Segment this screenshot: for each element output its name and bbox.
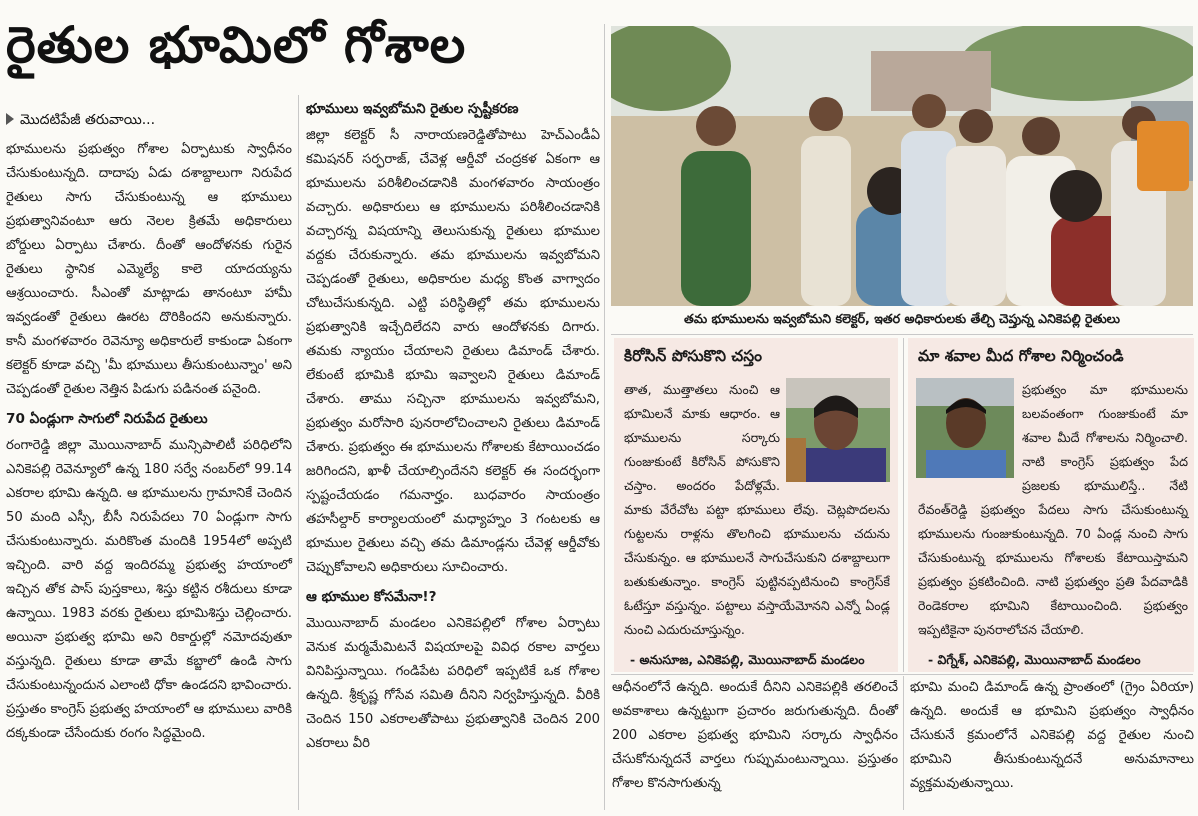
- column-1: [6, 138, 292, 746]
- headline: రైతుల భూమిలో గోశాల: [6, 16, 467, 74]
- column-3-bottom: [612, 676, 898, 796]
- caption-divider: [611, 334, 1193, 335]
- col1-subhead: 70 ఏండ్లుగా సాగులో నిరుపేద రైతులు: [6, 411, 208, 427]
- col2-paragraph-1: జిల్లా కలెక్టర్ సీ నారాయణరెడ్డితోపాటు హెచ్ఎండీఏ కమిషనర్ సర్ఫరాజ్, చేవెళ్ల ఆర్డీవో చంద్రకళ ఏకంగా ఆ భూములను పరిశీలించడానికి మంగళవారం సాయంత్రం వచ్చారు. అధికారులు ఆ భూములను పరిశీలించడానికి వచ్చారన్న విషయాన్ని తెలుసుకున్న రైతులు భూముల వద్దకు చేరుకున్నారు. తమ భూములను ఇవ్వబోమని చెప్పడంతో రైతులు, అధికారుల మధ్య కొంత వాగ్వాదం చోటుచేసుకున్నది. ఎట్టి పరిస్థితిల్లో తమ భూములను ప్రభుత్వానికి ఇచ్చేదిలేదని వారు ఆందోళనకు దిగారు. తమకు న్యాయం చేయాలని రైతులు డిమాండ్ చేశారు. లేకుంటే భూమికి భూమి ఇవ్వాలని రైతులు డిమాండ్ చేశారు. తాము సచ్చినా భూములను ఇవ్వబోమని, ప్రభుత్వం మరోసారి పునరాలోచించాలని రైతులు డిమాండ్ చేశారు. ప్రభుత్వం ఈ భూములను గోశాలకు కేటాయించడం జరిగిందని, ఖాళీ చేయాల్సిందేనని కలెక్టర్ ఈ సందర్భంగా స్పష్టంచేయడం గమనార్హం. బుధవారం సాయంత్రం తహసీల్దార్ కార్యాలయంలో మధ్యాహ్నం 3 గంటలకు ఆ భూముల రైతులు వచ్చి తమ డిమాండ్లను చేవెళ్ల ఆర్డీవోకు చెప్పుకోవాలని అధికారులు సూచించారు.: [306, 128, 600, 575]
- quote-box-2-text-wrap: [918, 378, 1188, 642]
- column-divider-3: [903, 676, 904, 810]
- box-divider: [903, 338, 904, 672]
- photo-caption: తమ భూములను ఇవ్వబోమని కలెక్టర్, ఇతర అధికారులకు తేల్చి చెప్తున్న ఎనికెపల్లి రైతులు: [684, 311, 1120, 326]
- quote-box-1-title: కిరోసిన్ పోసుకొని చస్తం: [624, 347, 762, 365]
- col1-paragraph-2: రంగారెడ్డి జిల్లా మొయినాబాద్ మున్సిపాలిటీ పరిధిలోని ఎనికెపల్లి రెవెన్యూలో ఉన్న 180 సర్వే నంబర్‌లో 99.14 ఎకరాల భూమి ఉన్నది. ఆ భూములను గ్రామానికే చెందిన 50 మంది ఎస్సీ, బీసీ నిరుపేదలు 70 ఏండ్లుగా సాగు చేసుకుంటున్నారు. మరికొంత మందికి 1954లో అప్పటి ఇచ్చింది. వారి వద్ద ఇందిరమ్మ ప్రభుత్వ హయాంలో ఇచ్చిన తోక పాస్ పుస్తకాలు, శిస్తు కట్టిన రశీదులు కూడా ఉన్నాయి. 1983 వరకు రైతులు భూమిశిస్తు చెల్లించారు. అయినా ప్రభుత్వ భూమి అని రికార్డుల్లో నమోదవుతూ వస్తున్నది. రైతులు కూడా తామే కబ్జాలో ఉండి సాగు చేసుకుంటున్నందున ఎలాంటి ధోకా ఉండదని భావించారు. ప్రస్తుతం కాంగ్రెస్ ప్రభుత్వ హయాంలో ఆ భూములు వారికి దక్కకుండా చేసేందుకు రంగం సిద్ధమైంది.: [6, 438, 292, 741]
- quote-box-2-credit: - విగ్నేశ్, ఎనికెపల్లి, మొయినాబాద్ మండలం: [928, 652, 1141, 667]
- quote-box-2-text: ప్రభుత్వం మా భూములను బలవంతంగా గుంజుకుంటే మా శవాల మీదే గోశాలను నిర్మించాలి. నాటి కాంగ్రెస్ ప్రభుత్వం పేద ప్రజలకు భూములిస్తే.. నేటి రేవంత్‌రెడ్డి ప్రభుత్వం పేదలు సాగు చేసుకుంటున్న భూములను గుంజుకుంటున్నది. 70 ఏండ్ల నుంచి సాగు చేసుకుంటున్న భూములను గోశాలకు కేటాయిస్తామని ప్రభుత్వం ప్రకటించింది. నాటి ప్రభుత్వం ప్రతి పేదవాడికి రెండెకరాల భూమిని కేటాయించింది. ప్రభుత్వం ఇప్పటికైనా పునరాలోచన చేయాలి.: [918, 382, 1188, 637]
- column-divider-1: [298, 95, 299, 810]
- quote-box-1-text: తాత, ముత్తాతలు నుంచి ఆ భూమిలనే మాకు ఆధారం. ఆ భూములను సర్కారు గుంజుకుంటే కిరోసిన్ పోసుకొని చస్తాం. అందరం పేదోళ్లమే. మాకు వేరేచోట పట్టా భూములు లేవు. చెట్లపొదలను గుట్టలను రాళ్లను తొలగించి భూములను చదును చేసుకున్నం. ఆ భూములనే సాగుచేసుకుని దశాబ్దాలుగా బతుకుతున్నాం. కాంగ్రెస్ పుట్టినప్పటినుంచి కాంగ్రెస్‌కే ఓటేస్తూ వస్తున్నం. పట్టాలు వస్తాయేమోనని ఎన్నో ఏండ్ల నుంచి ఎదురుచూస్తున్నం.: [624, 382, 890, 637]
- col2-subhead-2: ఆ భూముల కోసమేనా!?: [306, 589, 437, 605]
- quote-box-1-text-wrap: [624, 378, 890, 642]
- farmers-protest-photo: [611, 26, 1193, 306]
- column-4-bottom: [910, 676, 1194, 796]
- col3-bottom-text: ఆధీనంలోనే ఉన్నది. అందుకే దీనిని ఎనికెపల్లికి తరలించే అవకాశాలు ఉన్నట్టుగా ప్రచారం జరుగుతున్నది. దీంతో 200 ఎకరాల ప్రభుత్వ భూమిని సర్కారు స్వాధీనం చేసుకోనున్నదనే వార్తలు గుప్పుమంటున్నాయి. ప్రస్తుతం గోశాల కొనసాగుతున్న: [612, 680, 898, 791]
- continued-label: [6, 112, 155, 131]
- col2-paragraph-2: మొయినాబాద్ మండలం ఎనికెపల్లిలో గోశాల ఏర్పాటు వెనుక మర్మమేమిటనే విషయాలపై వివిధ రకాల వార్తలు వినిపిస్తున్నాయి. గండిపేట పరిధిలో ఇప్పటికే ఒక గోశాల ఉన్నది. శ్రీకృష్ణ గోసేవ సమితి దీనిని నిర్వహిస్తున్నది. వీరికి చెందిన 150 ఎకరాలతోపాటు ప్రభుత్వానికి చెందిన 200 ఎకరాలు వీరి: [306, 616, 600, 751]
- col1-paragraph-1: భూములను ప్రభుత్వం గోశాల ఏర్పాటుకు స్వాధీనం చేసుకుంటున్నది. దాదాపు ఏడు దశాబ్దాలుగా నిరుపేద రైతులు సాగు చేసుకుంటున్న ఆ భూములు ప్రభుత్వానివంటూ ఆరు నెలల క్రితమే అధికారులు బోర్డులు ఏర్పాటు చేశారు. దీంతో ఆందోళనకు గురైన రైతులు స్థానిక ఎమ్మెల్యే కాలె యాదయ్యను ఆశ్రయించారు. సీఎంతో మాట్లాడు తానంటూ హామీ ఇవ్వడంతో రైతులు ఊరట దొరికిందని అనుకున్నారు. కానీ మంగళవారం రెవెన్యూ అధికారులే కాకుండా ఏకంగా కలెక్టర్ కూడా వచ్చి 'మీ భూములు తీసుకుంటున్నాం' అని చెప్పడంతో రైతుల నెత్తిన పిడుగు పడినంత పనైంది.: [6, 142, 292, 397]
- continued-text: మొదటిపేజీ తరువాయి...: [20, 112, 156, 128]
- col2-subhead-1: భూములు ఇవ్వబోమని రైతుల స్పష్టీకరణ: [306, 101, 519, 117]
- triangle-icon: [6, 113, 14, 125]
- column-2: [306, 96, 600, 756]
- bottom-divider: [611, 674, 1193, 675]
- column-divider-2: [604, 24, 605, 810]
- quote-box-2-title: మా శవాల మీద గోశాల నిర్మించండి: [918, 347, 1124, 365]
- main-photo: [611, 26, 1193, 306]
- quote-box-1-credit: - అనుసూజ, ఎనికెపల్లి, మొయినాబాద్ మండలం: [630, 652, 865, 667]
- col4-bottom-text: భూమి మంచి డిమాండ్ ఉన్న ప్రాంతంలో (గ్రైం ఏరియా) ఉన్నది. అందుకే ఆ భూమిని ప్రభుత్వం స్వాధీనం చేసుకునే క్రమంలోనే ఎనికెపల్లి వద్ద రైతుల నుంచి భూమిని తీసుకుంటున్నదనే అనుమానాలు వ్యక్తమవుతున్నాయి.: [910, 680, 1194, 791]
